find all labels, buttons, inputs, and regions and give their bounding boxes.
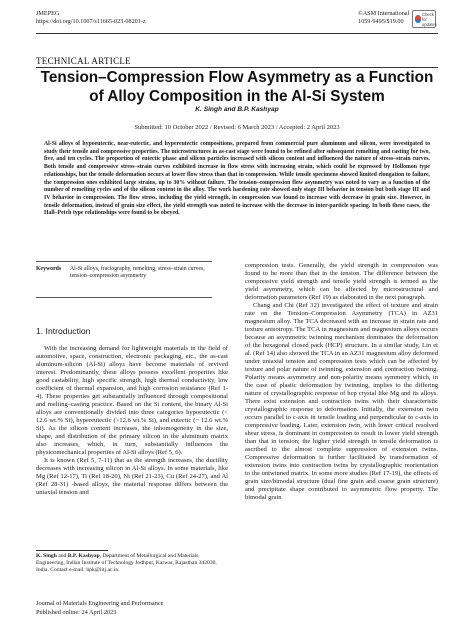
- article-title: Tension–Compression Flow Asymmetry as a Function of Alloy Composition in the Al-Si System: [40, 69, 434, 105]
- header-right: [358, 10, 409, 26]
- header-left: [36, 10, 146, 26]
- section-type: TECHNICAL ARTICLE: [36, 56, 131, 66]
- author-footnote: [36, 553, 228, 575]
- keywords-box: [36, 261, 212, 298]
- journal-info: [36, 600, 163, 617]
- abstract: Al-Si alloys of hypoeutectic, near-eutectic, and hypereutectic compositions, prepared from commercial pure aluminum and silicon, were investigated to study their tensile and compressive properties. The microstructures in as-cast stage were found to be refined after subsequent remelting and casting for two, five, and ten cycles. The proportion of eutectic phase and silicon particles increased with silicon content and influenced the nature of stress–strain curves. Both tensile and compressive stress–strain curves exhibited increase in flow stress with increasing strain, which could be expressed by Hollomon type relationships, but the tensile deformation occurs at lower flow stress than that in compression. While tensile specimens showed limited elongation to failure, the compression ones exhibited large strains, up to 30% without failure. The tension–compression flow asymmetry was noted to vary as a function of the number of remelting cycles and of the silicon content in the alloy. The work hardening rate showed only stage III behavior in tension but both stage III and IV behavior in compression. The flow stress, including the yield strength, in compression was found to increase with decrease in grain size. However, in tensile deformation, instead of grain size effect, the yield strength was noted to increase with the decrease in inter-particle spacing. In both these cases, the Hall–Petch type relationships were found to be obeyed.: [44, 141, 430, 217]
- keywords-text: Al-Si alloys, fractography, remelting, stress–strain curves, tension–compression asymmetry: [70, 266, 205, 280]
- header-rule: [36, 33, 438, 34]
- footnote-and: and: [56, 553, 68, 559]
- keywords-label: Keywords: [36, 266, 62, 272]
- crossmark-badge[interactable]: [412, 10, 436, 28]
- crossmark-icon: [415, 15, 421, 23]
- copyright: ©ASM International: [358, 10, 410, 17]
- crossmark-text-1: Check for: [422, 12, 434, 22]
- right-paragraph-2: Chang and Chi (Ref 32) investigated the effect of texture and strain rate on the Tension–Compression Asymmetry (TCA) in AZ31 magnesium alloy. The TCA decreased with an increase in strain rate and texture anisotropy. The TCA in magnesium and magnesium alloys occurs because an asymmetric twinning mechanism dominates the deformation of the hexagonal closed pack (HCP) structure. In a similar study, Lin et al. (Ref 14) also showed the TCA in an AZ31 magnesium alloy deformed under uniaxial tension and compression tests which can be affected by texture and polar nature of twinning, extension and contraction twining. Polarity means asymmetry and non-polarity means symmetry which, in the case of plastic deformation by twinning, implies to the differing nature of crystallographic response of hcp crystal like Mg and its alloys. There exist extension and contraction twins with their characteristic crystallographic response to deformation. Initially, the extension twin occurs parallel to c-axis in tensile loading and perpendicular to c-axis in compressive loading. Later, extension twin, with lower critical resolved shear stress, is dominant in compression to result in lower yield strength than that in tension; the higher yield strength in tensile deformation is ascribed to the almost complete suppression of extension twins. Compressive deformation is further facilitated by transformation of extension twins into contraction twins by crystallographic reorientation to the untwinned matrix. In some more studies (Ref 17-19), the effects of grain size/bimodal structure (dual fine grain and coarse grain structure) and precipitate shape contributed to asymmetric flow property. The bimodal grain: [245, 302, 438, 502]
- intro-paragraph-2: It is known (Ref 5, 7-11) that as the strength increases, the ductility decreases with increasing silicon in Al-Si alloys. In some materials, like Mg (Ref 12-17), Ti (Ref 18-20), Ni (Ref 21-23), Cu (Ref 24-27), and Al (Ref 28-31) -based alloys, the material response differs between the uniaxial tension and: [36, 457, 228, 497]
- footnote-rule: [36, 550, 108, 551]
- footnote-author-1: K. Singh: [36, 553, 57, 559]
- article-authors: K. Singh and B.P. Kashyap: [195, 106, 279, 113]
- journal-name: Journal of Materials Engineering and Performance: [36, 600, 164, 607]
- journal-abbreviation: JMEPEG: [36, 10, 60, 17]
- footnote-affiliation: , Department of Metallurgical and Materials Engineering, Indian Institute of Technology Jodhpur, Karwar, Rajasthan 342030, India. Contact e-mail: bpk@iitj.ac.in.: [36, 553, 217, 574]
- introduction-heading: 1. Introduction: [36, 326, 91, 336]
- right-column: [245, 262, 438, 502]
- left-column: [36, 326, 228, 497]
- issn: 1059-9495/$19.00: [358, 18, 404, 25]
- crossmark-text-2: updates: [422, 22, 437, 27]
- article-dates: Submitted: 10 October 2022 / Revised: 6 March 2023 / Accepted: 2 April 2023: [134, 124, 340, 131]
- intro-paragraph-1: With the increasing demand for lightweight materials in the field of automotive, space, construction, electronic packaging, etc., the as-cast aluminum-silicon (Al-Si) alloys have become materials of revived interest. Predominantly, these alloys possess excellent properties like good castability, high specific strength, high thermal conductivity, low coefficient of thermal expansion, and high corrosion resistance (Ref 1-4). These properties get substantially influenced through compositional and melting–casting practice. Based on the Si content, the binary Al-Si alloys are conventionally divided into three categories hypoeutectic (< 12.6 wt.% Si), hypereutectic (>12.6 wt.% Si), and eutectic (~ 12.6 wt.% Si). As the silicon content increases, the inhomogeneity in the size, shape, and distribution of the primary silicon in the aluminum matrix also increases, which, in turn, substantially influences the physicomechanical properties of Al-Si alloys (Ref 5, 6).: [36, 345, 228, 457]
- footnote-author-2: B.P. Kashyap: [67, 553, 100, 559]
- right-paragraph-1: compression tests. Generally, the yield strength in compression was found to be more than that in the tension. The difference between the compressive yield strength and tensile yield strength is termed as the yield asymmetry, which can be affected by microstructural and deformation parameters (Ref 19) as elaborated in the next paragraph.: [245, 262, 438, 302]
- published-date: Published online: 24 April 2023: [36, 608, 117, 616]
- doi-link[interactable]: https://doi.org/10.1007/s11665-023-08201-z: [36, 18, 146, 25]
